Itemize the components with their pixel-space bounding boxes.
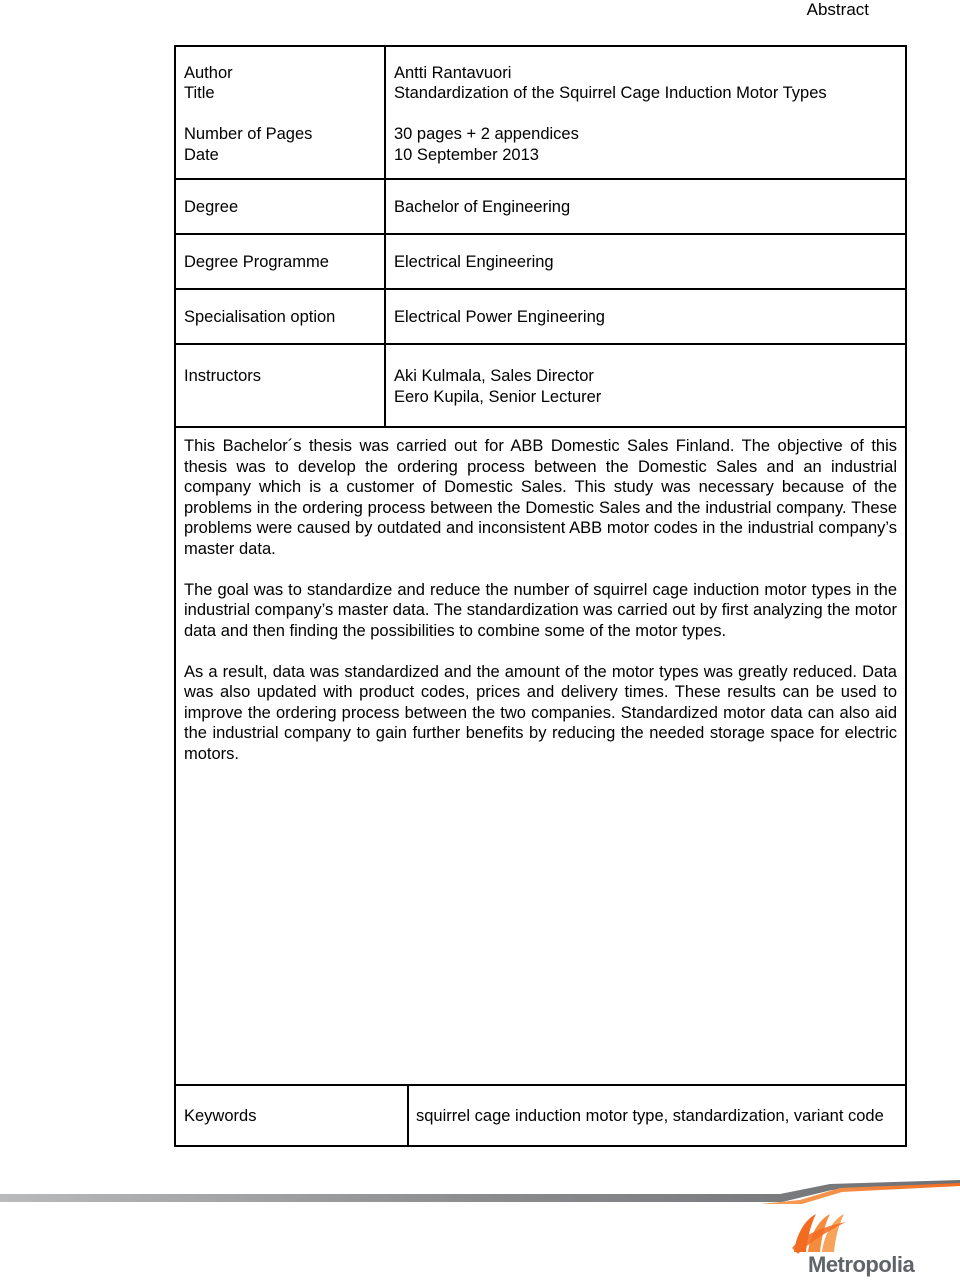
page-header-label: Abstract (806, 0, 869, 19)
pages-value: 30 pages + 2 appendices (394, 125, 579, 143)
abstract-form (174, 45, 907, 1147)
programme-label: Degree Programme (184, 253, 329, 271)
row-divider (176, 178, 905, 180)
instructor-2: Eero Kupila, Senior Lecturer (394, 388, 602, 406)
keywords-label: Keywords (184, 1107, 257, 1125)
instructor-1: Aki Kulmala, Sales Director (394, 367, 594, 385)
author-label: Author (184, 64, 233, 82)
footer-bar (0, 1178, 960, 1210)
author-value: Antti Rantavuori (394, 64, 512, 82)
degree-label: Degree (184, 198, 239, 216)
programme-value: Electrical Engineering (394, 253, 554, 271)
row-divider (176, 343, 905, 345)
date-value: 10 September 2013 (394, 146, 539, 164)
title-value: Standardization of the Squirrel Cage Induction Motor Types (394, 84, 827, 102)
column-divider (384, 47, 386, 428)
title-label: Title (184, 84, 215, 102)
specialisation-label: Specialisation option (184, 308, 336, 326)
logo-text: Metropolia (808, 1252, 915, 1277)
abstract-paragraph: As a result, data was standardized and the amount of the motor types was greatly reduced. Data was also updated with product codes, prices and delivery times. These results can be used to improve the ordering process between the two companies. Standardized motor data can also aid the industrial company to gain further benefits by reducing the needed storage space for electric motors. (184, 662, 897, 763)
abstract-paragraph: The goal was to standardize and reduce the number of squirrel cage induction motor types in the industrial company’s master data. The standardization was carried out by first analyzing the motor data and then finding the possibilities to combine some of the motor types. (184, 580, 897, 640)
pages-label: Number of Pages (184, 125, 313, 143)
specialisation-value: Electrical Power Engineering (394, 308, 605, 326)
row-divider (176, 288, 905, 290)
keywords-divider (407, 1086, 409, 1147)
abstract-body (184, 436, 897, 785)
date-label: Date (184, 146, 219, 164)
instructors-label: Instructors (184, 367, 262, 385)
keywords-row (176, 1084, 905, 1147)
row-divider (176, 426, 905, 428)
row-divider (176, 233, 905, 235)
keywords-value: squirrel cage induction motor type, standardization, variant code (416, 1107, 884, 1125)
abstract-paragraph: This Bachelor´s thesis was carried out for ABB Domestic Sales Finland. The objective of this thesis was to develop the ordering process between the Domestic Sales and an industrial company which is a customer of Domestic Sales. This study was necessary because of the problems in the ordering process between the Domestic Sales and the industrial company. These problems were caused by outdated and inconsistent ABB motor codes in the industrial company’s master data. (184, 437, 897, 558)
degree-value: Bachelor of Engineering (394, 198, 571, 216)
